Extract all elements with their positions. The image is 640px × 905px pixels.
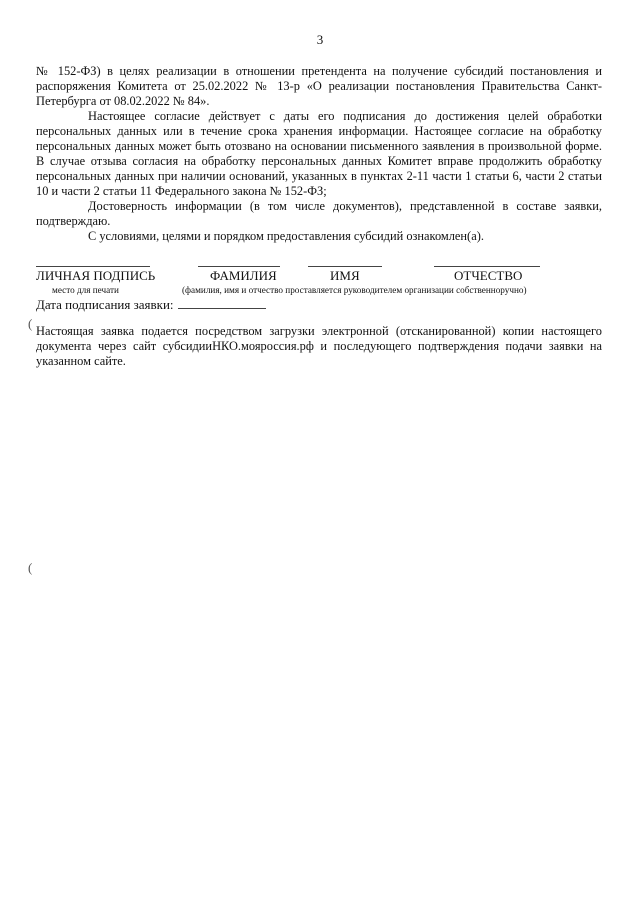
stamp-hint: место для печати <box>52 285 119 295</box>
signing-date-label: Дата подписания заявки: <box>36 297 174 312</box>
signing-date <box>36 297 266 313</box>
paragraph-purpose: № 152-ФЗ) в целях реализации в отношении претендента на получение субсидий постановления и распоряжения Комитета от 25.02.2022 № 13-р «О реализации постановления Правительства Санкт-Петербурга от 08.02.2022 № 84». <box>36 64 602 108</box>
signature-label: ЛИЧНАЯ ПОДПИСЬ <box>36 268 156 283</box>
signing-date-blank <box>178 297 266 309</box>
consent-body <box>36 64 602 244</box>
patronymic-label: ОТЧЕСТВО <box>454 268 523 283</box>
signature-line <box>36 266 150 267</box>
margin-bracket-mark: ( <box>28 316 33 331</box>
patronymic-line <box>434 266 540 267</box>
margin-bracket-mark: ( <box>28 560 33 575</box>
paragraph-conditions: С условиями, целями и порядком предоставления субсидий ознакомлен(а). <box>88 229 484 243</box>
surname-line <box>198 266 280 267</box>
surname-label: ФАМИЛИЯ <box>210 268 277 283</box>
page-number: 3 <box>316 32 324 47</box>
name-hint: (фамилия, имя и отчество проставляется руководителем организации собственноручно) <box>182 285 527 295</box>
name-label: ИМЯ <box>330 268 360 283</box>
name-line <box>308 266 382 267</box>
paragraph-consent-term: Настоящее согласие действует с даты его подписания до достижения целей обработки персональных данных или в течение срока хранения информации. Настоящее согласие на обработку персональных данных может быть отозвано на основании письменного заявления в произвольной форме. В случае отзыва согласия на обработку персональных данных Комитет вправе продолжить обработку персональных данных при наличии оснований, указанных в пунктах 2-11 части 1 статьи 6, части 2 статьи 10 и части 2 статьи 11 Федерального закона № 152-ФЗ; <box>36 109 602 198</box>
submission-note: Настоящая заявка подается посредством загрузки электронной (отсканированной) копии настоящего документа через сайт субсидииНКО.мояроссия.рф и последующего подтверждения подачи заявки на указанном сайте. <box>36 324 602 368</box>
paragraph-accuracy: Достоверность информации (в том числе документов), представленной в составе заявки, подтверждаю. <box>36 199 602 228</box>
